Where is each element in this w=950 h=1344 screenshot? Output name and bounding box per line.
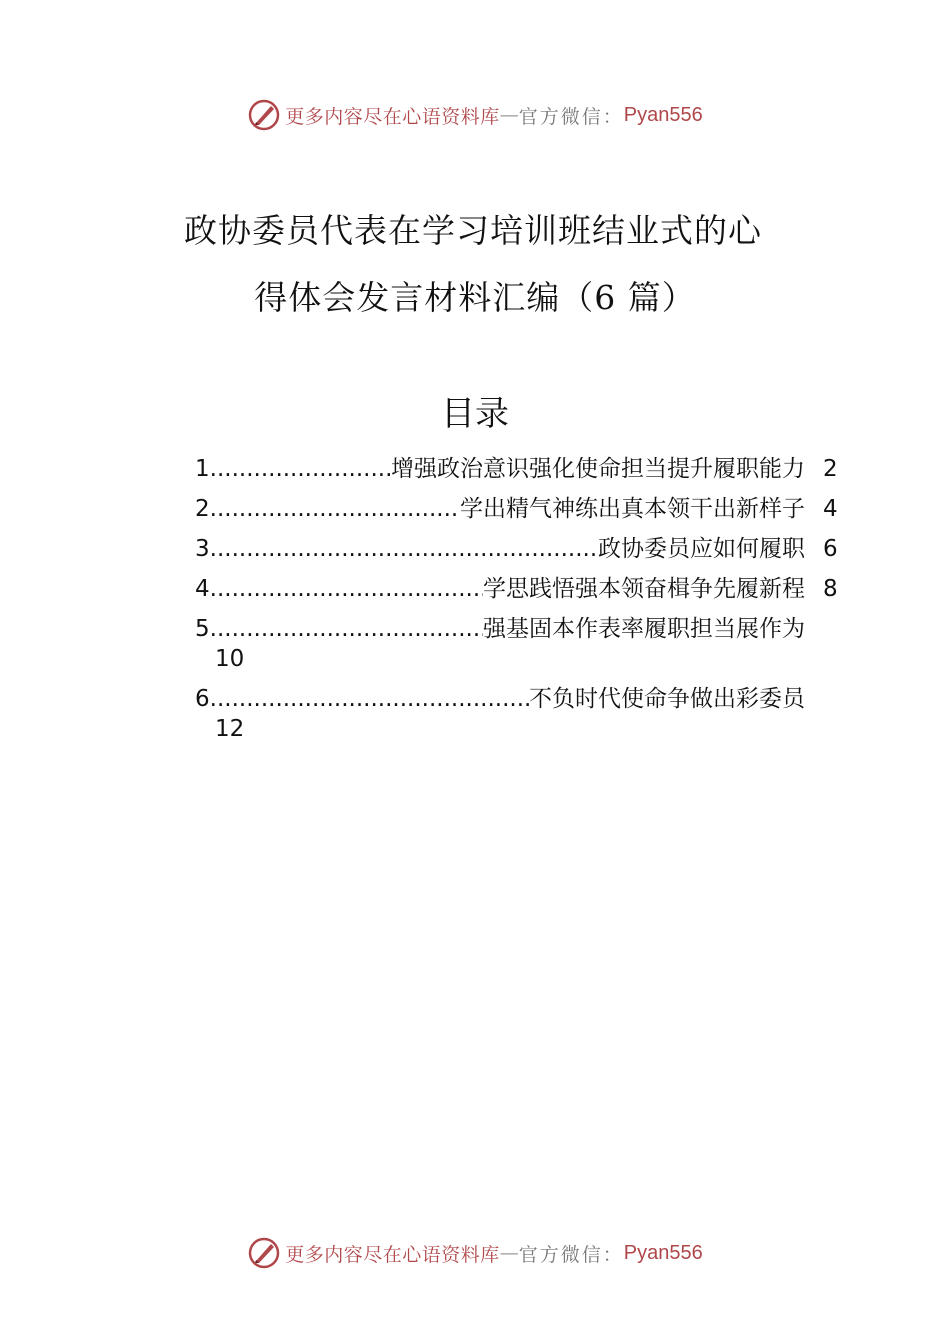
toc-leader-dots [210, 572, 483, 606]
toc-entry-title: 强基固本作表率履职担当展作为 [483, 616, 805, 642]
banner-separator: — [499, 1242, 519, 1264]
toc-entry-page: 2 [823, 456, 838, 482]
toc-entry-3[interactable] [195, 532, 845, 572]
document-title-line-2: 得体会发言材料汇编（6 篇） [254, 278, 696, 317]
toc-leader-dots [210, 682, 529, 716]
toc-leader-dots [210, 532, 598, 566]
toc-entry-number: 3 [195, 536, 210, 562]
toc-entry-number: 6 [195, 686, 210, 712]
toc-entry-page: 6 [823, 536, 838, 562]
quill-logo-icon [247, 98, 281, 132]
toc-entry-number: 1 [195, 456, 210, 482]
quill-logo-icon [247, 1236, 281, 1270]
banner-text: 更多内容尽在心语资料库 [285, 1243, 500, 1266]
toc-entry-title: 政协委员应如何履职 [598, 536, 805, 562]
toc-entry-page: 8 [823, 576, 838, 602]
banner-text: 更多内容尽在心语资料库 [285, 105, 500, 128]
toc-entry-2[interactable] [195, 492, 845, 532]
toc-leader-dots [210, 492, 460, 526]
toc-entry-6[interactable] [195, 682, 845, 752]
toc-entry-number: 4 [195, 576, 210, 602]
toc-entry-page: 12 [215, 716, 245, 742]
footer-banner [0, 1233, 950, 1273]
banner-wechat-id: Pyan556 [623, 1241, 703, 1264]
toc-entry-title: 不负时代使命争做出彩委员 [529, 686, 805, 712]
toc-heading: 目录 [441, 394, 509, 434]
toc-entry-page: 10 [215, 646, 245, 672]
toc-leader-dots [210, 452, 391, 486]
header-banner [0, 95, 950, 135]
table-of-contents [195, 452, 845, 752]
toc-entry-4[interactable] [195, 572, 845, 612]
toc-entry-1[interactable] [195, 452, 845, 492]
toc-entry-title: 学出精气神练出真本领干出新样子 [460, 496, 805, 522]
toc-entry-page: 4 [823, 496, 838, 522]
toc-entry-5[interactable] [195, 612, 845, 682]
toc-entry-title: 增强政治意识强化使命担当提升履职能力 [391, 456, 805, 482]
banner-wechat-id: Pyan556 [623, 103, 703, 126]
banner-wechat-label: 官方微信： [518, 105, 624, 128]
toc-entry-number: 2 [195, 496, 210, 522]
toc-entry-title: 学思践悟强本领奋楫争先履新程 [483, 576, 805, 602]
banner-wechat-label: 官方微信： [518, 1243, 624, 1266]
toc-leader-dots [210, 612, 483, 646]
document-title-line-1: 政协委员代表在学习培训班结业式的心 [184, 211, 762, 250]
banner-separator: — [499, 104, 519, 126]
toc-entry-number: 5 [195, 616, 210, 642]
